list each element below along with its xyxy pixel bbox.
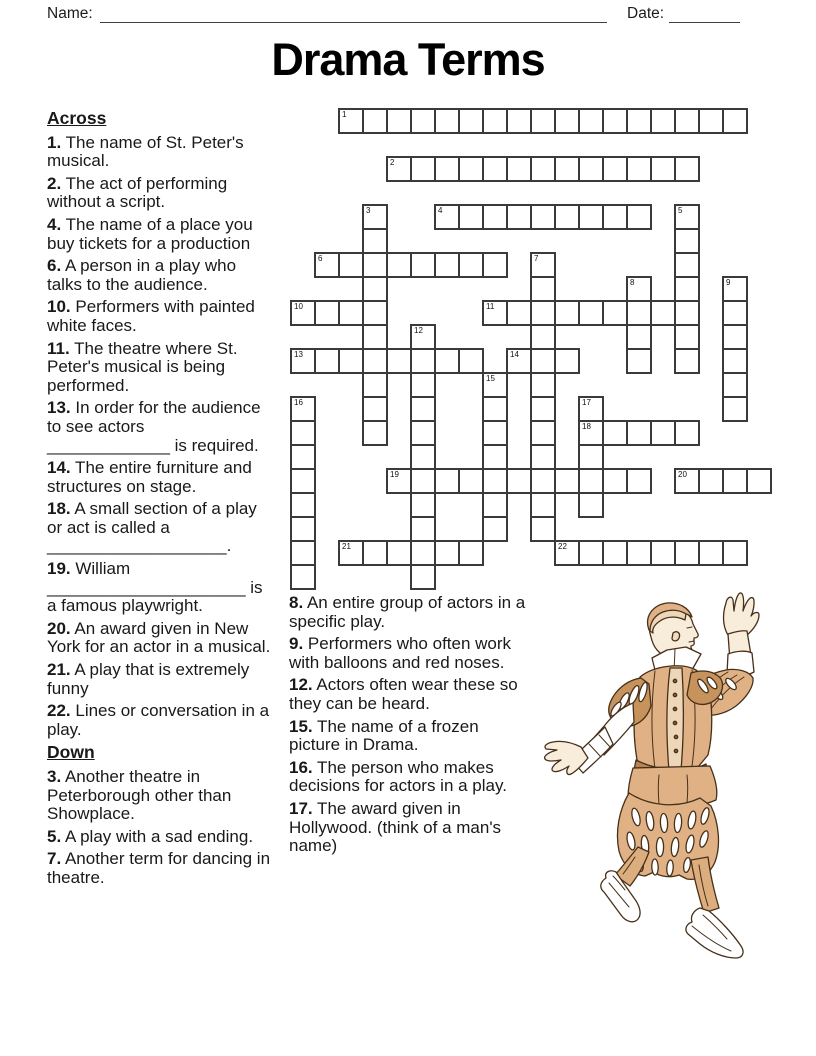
grid-cell-18-13[interactable] bbox=[602, 540, 628, 566]
clue-item-10 bbox=[47, 298, 271, 335]
grid-cell-10-18[interactable] bbox=[722, 348, 748, 374]
grid-cell-18-3[interactable] bbox=[362, 540, 388, 566]
grid-cell-9-3[interactable] bbox=[362, 324, 388, 350]
grid-cell-2-13[interactable] bbox=[602, 156, 628, 182]
clue-text: An entire group of actors in a specific play. bbox=[289, 593, 526, 631]
grid-cell-2-16[interactable] bbox=[674, 156, 700, 182]
grid-cell-13-14[interactable] bbox=[626, 420, 652, 446]
clue-item-11 bbox=[47, 340, 271, 396]
clue-text: William _____________________ is a famous playwright. bbox=[47, 559, 263, 616]
grid-cell-4-8[interactable] bbox=[482, 204, 508, 230]
clue-number: 1. bbox=[47, 132, 62, 152]
grid-cell-number: 11 bbox=[486, 302, 495, 311]
clue-item-18 bbox=[47, 500, 271, 556]
grid-cell-number: 7 bbox=[534, 254, 539, 263]
grid-cell-number: 20 bbox=[678, 470, 687, 479]
grid-cell-number: 18 bbox=[582, 422, 591, 431]
clue-item-8 bbox=[289, 594, 529, 631]
grid-cell-number: 22 bbox=[558, 542, 567, 551]
clue-text: The name of a frozen picture in Drama. bbox=[289, 716, 479, 755]
grid-cell-19-0[interactable] bbox=[290, 564, 316, 590]
clue-text: Performers with painted white faces. bbox=[47, 297, 255, 335]
clue-number: 14. bbox=[47, 458, 71, 478]
grid-cell-5-16[interactable] bbox=[674, 228, 700, 254]
clue-text: The name of St. Peter's musical. bbox=[47, 132, 244, 171]
clue-number: 6. bbox=[47, 256, 62, 276]
grid-cell-15-0[interactable] bbox=[290, 468, 316, 494]
grid-cell-5-3[interactable] bbox=[362, 228, 388, 254]
clue-number: 20. bbox=[47, 618, 71, 638]
clue-text: The award given in Hollywood. (think of a man's name) bbox=[289, 798, 502, 856]
down-heading: Down bbox=[47, 742, 95, 763]
grid-cell-17-5[interactable] bbox=[410, 516, 436, 542]
grid-cell-2-6[interactable] bbox=[434, 156, 460, 182]
clue-item-9 bbox=[289, 635, 529, 672]
grid-cell-number: 13 bbox=[294, 350, 303, 359]
grid-cell-number: 17 bbox=[582, 398, 591, 407]
grid-cell-12-12[interactable] bbox=[578, 396, 604, 422]
grid-cell-16-0[interactable] bbox=[290, 492, 316, 518]
grid-cell-10-10[interactable] bbox=[530, 348, 556, 374]
grid-cell-10-11[interactable] bbox=[554, 348, 580, 374]
clue-number: 13. bbox=[47, 398, 71, 418]
grid-cell-0-6[interactable] bbox=[434, 108, 460, 134]
grid-cell-15-7[interactable] bbox=[458, 468, 484, 494]
grid-cell-number: 8 bbox=[630, 278, 635, 287]
grid-cell-16-5[interactable] bbox=[410, 492, 436, 518]
grid-cell-0-18[interactable] bbox=[722, 108, 748, 134]
grid-cell-11-10[interactable] bbox=[530, 372, 556, 398]
down-clue-list-right bbox=[289, 594, 529, 856]
clue-item-17 bbox=[289, 800, 529, 856]
grid-cell-13-3[interactable] bbox=[362, 420, 388, 446]
clue-number: 17. bbox=[289, 798, 313, 818]
grid-cell-18-4[interactable] bbox=[386, 540, 412, 566]
grid-cell-4-10[interactable] bbox=[530, 204, 556, 230]
grid-cell-13-12[interactable] bbox=[578, 420, 604, 446]
clue-text: A small section of a play or act is called a ___________________. bbox=[47, 499, 257, 556]
grid-cell-15-14[interactable] bbox=[626, 468, 652, 494]
grid-cell-19-5[interactable] bbox=[410, 564, 436, 590]
grid-cell-10-0[interactable] bbox=[290, 348, 316, 374]
grid-cell-2-8[interactable] bbox=[482, 156, 508, 182]
grid-cell-11-3[interactable] bbox=[362, 372, 388, 398]
grid-cell-12-18[interactable] bbox=[722, 396, 748, 422]
grid-cell-15-9[interactable] bbox=[506, 468, 532, 494]
grid-cell-13-5[interactable] bbox=[410, 420, 436, 446]
grid-cell-number: 5 bbox=[678, 206, 683, 215]
clue-number: 7. bbox=[47, 849, 62, 869]
grid-cell-6-5[interactable] bbox=[410, 252, 436, 278]
grid-cell-18-14[interactable] bbox=[626, 540, 652, 566]
grid-cell-6-6[interactable] bbox=[434, 252, 460, 278]
clue-text: In order for the audience to see actors _____________ is required. bbox=[47, 398, 261, 455]
grid-cell-15-8[interactable] bbox=[482, 468, 508, 494]
grid-cell-6-8[interactable] bbox=[482, 252, 508, 278]
grid-cell-0-16[interactable] bbox=[674, 108, 700, 134]
grid-cell-8-9[interactable] bbox=[506, 300, 532, 326]
grid-cell-number: 16 bbox=[294, 398, 303, 407]
grid-cell-17-10[interactable] bbox=[530, 516, 556, 542]
grid-cell-12-3[interactable] bbox=[362, 396, 388, 422]
grid-cell-16-10[interactable] bbox=[530, 492, 556, 518]
grid-cell-8-0[interactable] bbox=[290, 300, 316, 326]
grid-cell-6-10[interactable] bbox=[530, 252, 556, 278]
grid-cell-10-2[interactable] bbox=[338, 348, 364, 374]
clue-number: 19. bbox=[47, 559, 71, 579]
grid-cell-13-8[interactable] bbox=[482, 420, 508, 446]
grid-cell-11-8[interactable] bbox=[482, 372, 508, 398]
clue-item-4 bbox=[47, 216, 271, 253]
grid-cell-11-5[interactable] bbox=[410, 372, 436, 398]
grid-cell-2-4[interactable] bbox=[386, 156, 412, 182]
clue-number: 12. bbox=[289, 675, 313, 695]
grid-cell-9-14[interactable] bbox=[626, 324, 652, 350]
grid-cell-8-2[interactable] bbox=[338, 300, 364, 326]
grid-cell-15-5[interactable] bbox=[410, 468, 436, 494]
grid-cell-15-19[interactable] bbox=[746, 468, 772, 494]
name-input-line[interactable] bbox=[100, 4, 607, 23]
grid-cell-0-10[interactable] bbox=[530, 108, 556, 134]
grid-cell-10-3[interactable] bbox=[362, 348, 388, 374]
clue-text: The person who makes decisions for actors in a play. bbox=[289, 757, 507, 796]
grid-cell-2-5[interactable] bbox=[410, 156, 436, 182]
grid-cell-18-15[interactable] bbox=[650, 540, 676, 566]
grid-cell-8-15[interactable] bbox=[650, 300, 676, 326]
clue-number: 15. bbox=[289, 716, 313, 736]
clue-number: 8. bbox=[289, 593, 304, 612]
grid-cell-18-6[interactable] bbox=[434, 540, 460, 566]
grid-cell-7-16[interactable] bbox=[674, 276, 700, 302]
grid-cell-0-13[interactable] bbox=[602, 108, 628, 134]
clue-text: An award given in New York for an actor in a musical. bbox=[47, 618, 271, 657]
clue-text: A person in a play who talks to the audience. bbox=[47, 256, 237, 294]
grid-cell-8-13[interactable] bbox=[602, 300, 628, 326]
clue-text: A play with a sad ending. bbox=[61, 826, 254, 846]
grid-cell-2-7[interactable] bbox=[458, 156, 484, 182]
grid-cell-15-4[interactable] bbox=[386, 468, 412, 494]
grid-cell-0-14[interactable] bbox=[626, 108, 652, 134]
grid-cell-2-10[interactable] bbox=[530, 156, 556, 182]
grid-cell-4-7[interactable] bbox=[458, 204, 484, 230]
grid-cell-0-2[interactable] bbox=[338, 108, 364, 134]
clue-item-16 bbox=[289, 759, 529, 796]
grid-cell-10-9[interactable] bbox=[506, 348, 532, 374]
grid-cell-2-12[interactable] bbox=[578, 156, 604, 182]
clue-text: Another theatre in Peterborough other than Showplace. bbox=[47, 767, 232, 824]
grid-cell-7-18[interactable] bbox=[722, 276, 748, 302]
date-label: Date: bbox=[627, 5, 665, 22]
grid-cell-0-8[interactable] bbox=[482, 108, 508, 134]
grid-cell-10-1[interactable] bbox=[314, 348, 340, 374]
grid-cell-0-3[interactable] bbox=[362, 108, 388, 134]
clue-number: 21. bbox=[47, 660, 71, 680]
clue-item-19 bbox=[47, 560, 271, 616]
clue-number: 5. bbox=[47, 826, 62, 846]
grid-cell-0-5[interactable] bbox=[410, 108, 436, 134]
grid-cell-number: 10 bbox=[294, 302, 303, 311]
clue-number: 4. bbox=[47, 214, 62, 234]
clue-text: Actors often wear these so they can be heard. bbox=[289, 675, 518, 713]
grid-cell-14-8[interactable] bbox=[482, 444, 508, 470]
grid-cell-18-18[interactable] bbox=[722, 540, 748, 566]
down-clue-list-left bbox=[47, 768, 271, 888]
grid-cell-13-15[interactable] bbox=[650, 420, 676, 446]
grid-cell-17-0[interactable] bbox=[290, 516, 316, 542]
grid-cell-16-8[interactable] bbox=[482, 492, 508, 518]
grid-cell-6-4[interactable] bbox=[386, 252, 412, 278]
grid-cell-11-18[interactable] bbox=[722, 372, 748, 398]
clues-middle-column bbox=[289, 594, 529, 860]
grid-cell-4-6[interactable] bbox=[434, 204, 460, 230]
grid-cell-10-7[interactable] bbox=[458, 348, 484, 374]
grid-cell-0-7[interactable] bbox=[458, 108, 484, 134]
grid-cell-number: 9 bbox=[726, 278, 731, 287]
page-title: Drama Terms bbox=[271, 34, 545, 85]
grid-cell-7-3[interactable] bbox=[362, 276, 388, 302]
grid-cell-7-10[interactable] bbox=[530, 276, 556, 302]
grid-cell-15-18[interactable] bbox=[722, 468, 748, 494]
clue-item-20 bbox=[47, 620, 271, 657]
grid-cell-8-12[interactable] bbox=[578, 300, 604, 326]
grid-cell-4-9[interactable] bbox=[506, 204, 532, 230]
grid-cell-10-16[interactable] bbox=[674, 348, 700, 374]
grid-cell-14-10[interactable] bbox=[530, 444, 556, 470]
clue-item-12 bbox=[289, 676, 529, 713]
grid-cell-6-1[interactable] bbox=[314, 252, 340, 278]
name-label: Name: bbox=[47, 5, 93, 22]
clue-item-15 bbox=[289, 718, 529, 755]
clue-item-1 bbox=[47, 134, 271, 171]
grid-cell-10-6[interactable] bbox=[434, 348, 460, 374]
grid-cell-7-14[interactable] bbox=[626, 276, 652, 302]
grid-cell-8-11[interactable] bbox=[554, 300, 580, 326]
grid-cell-number: 14 bbox=[510, 350, 519, 359]
clue-text: A play that is extremely funny bbox=[47, 660, 250, 698]
clue-number: 11. bbox=[47, 338, 70, 358]
clue-number: 3. bbox=[47, 767, 62, 786]
grid-cell-10-4[interactable] bbox=[386, 348, 412, 374]
grid-cell-15-16[interactable] bbox=[674, 468, 700, 494]
clue-text: Another term for dancing in theatre. bbox=[47, 849, 271, 887]
grid-cell-18-7[interactable] bbox=[458, 540, 484, 566]
grid-cell-9-18[interactable] bbox=[722, 324, 748, 350]
grid-cell-0-15[interactable] bbox=[650, 108, 676, 134]
grid-cell-8-1[interactable] bbox=[314, 300, 340, 326]
grid-cell-18-2[interactable] bbox=[338, 540, 364, 566]
grid-cell-18-5[interactable] bbox=[410, 540, 436, 566]
grid-cell-16-12[interactable] bbox=[578, 492, 604, 518]
clue-item-13 bbox=[47, 399, 271, 455]
clue-text: The entire furniture and structures on stage. bbox=[47, 458, 252, 496]
grid-cell-2-9[interactable] bbox=[506, 156, 532, 182]
grid-cell-number: 3 bbox=[366, 206, 371, 215]
grid-cell-4-14[interactable] bbox=[626, 204, 652, 230]
grid-cell-number: 4 bbox=[438, 206, 443, 215]
clue-item-22 bbox=[47, 702, 271, 739]
clue-item-2 bbox=[47, 175, 271, 212]
grid-cell-12-8[interactable] bbox=[482, 396, 508, 422]
grid-cell-18-16[interactable] bbox=[674, 540, 700, 566]
grid-cell-4-12[interactable] bbox=[578, 204, 604, 230]
clue-text: Performers who often work with balloons and red noses. bbox=[289, 634, 512, 672]
grid-cell-4-3[interactable] bbox=[362, 204, 388, 230]
grid-cell-8-10[interactable] bbox=[530, 300, 556, 326]
clue-item-21 bbox=[47, 661, 271, 698]
grid-cell-9-5[interactable] bbox=[410, 324, 436, 350]
clue-number: 18. bbox=[47, 499, 71, 519]
grid-cell-14-12[interactable] bbox=[578, 444, 604, 470]
grid-cell-8-18[interactable] bbox=[722, 300, 748, 326]
clues-left-column bbox=[47, 109, 271, 892]
grid-cell-15-10[interactable] bbox=[530, 468, 556, 494]
clue-number: 16. bbox=[289, 757, 313, 777]
clue-item-6 bbox=[47, 257, 271, 294]
grid-cell-18-11[interactable] bbox=[554, 540, 580, 566]
grid-cell-12-5[interactable] bbox=[410, 396, 436, 422]
grid-cell-2-11[interactable] bbox=[554, 156, 580, 182]
grid-cell-0-9[interactable] bbox=[506, 108, 532, 134]
clue-number: 22. bbox=[47, 701, 71, 721]
date-input-line[interactable] bbox=[669, 4, 740, 23]
grid-cell-4-11[interactable] bbox=[554, 204, 580, 230]
grid-cell-number: 2 bbox=[390, 158, 395, 167]
actor-illustration bbox=[541, 585, 775, 963]
clue-number: 2. bbox=[47, 173, 62, 193]
clue-text: The act of performing without a script. bbox=[47, 173, 228, 212]
grid-cell-12-0[interactable] bbox=[290, 396, 316, 422]
grid-cell-0-4[interactable] bbox=[386, 108, 412, 134]
grid-cell-13-0[interactable] bbox=[290, 420, 316, 446]
grid-cell-15-11[interactable] bbox=[554, 468, 580, 494]
grid-cell-14-0[interactable] bbox=[290, 444, 316, 470]
clue-number: 10. bbox=[47, 297, 71, 317]
grid-cell-18-12[interactable] bbox=[578, 540, 604, 566]
clue-item-3 bbox=[47, 768, 271, 824]
grid-cell-number: 12 bbox=[414, 326, 423, 335]
grid-cell-6-16[interactable] bbox=[674, 252, 700, 278]
grid-cell-number: 21 bbox=[342, 542, 351, 551]
grid-cell-2-14[interactable] bbox=[626, 156, 652, 182]
clue-text: Lines or conversation in a play. bbox=[47, 701, 270, 739]
across-clue-list bbox=[47, 134, 271, 740]
across-heading: Across bbox=[47, 108, 107, 128]
grid-cell-9-16[interactable] bbox=[674, 324, 700, 350]
grid-cell-13-16[interactable] bbox=[674, 420, 700, 446]
grid-cell-4-13[interactable] bbox=[602, 204, 628, 230]
grid-cell-4-16[interactable] bbox=[674, 204, 700, 230]
clue-item-14 bbox=[47, 459, 271, 496]
grid-cell-8-3[interactable] bbox=[362, 300, 388, 326]
grid-cell-6-7[interactable] bbox=[458, 252, 484, 278]
grid-cell-6-2[interactable] bbox=[338, 252, 364, 278]
grid-cell-9-10[interactable] bbox=[530, 324, 556, 350]
grid-cell-8-16[interactable] bbox=[674, 300, 700, 326]
grid-cell-17-8[interactable] bbox=[482, 516, 508, 542]
grid-cell-15-12[interactable] bbox=[578, 468, 604, 494]
clue-text: The name of a place you buy tickets for a production bbox=[47, 214, 253, 253]
grid-cell-8-8[interactable] bbox=[482, 300, 508, 326]
clue-item-7 bbox=[47, 850, 271, 887]
grid-cell-18-0[interactable] bbox=[290, 540, 316, 566]
grid-cell-number: 6 bbox=[318, 254, 323, 263]
grid-cell-12-10[interactable] bbox=[530, 396, 556, 422]
grid-cell-number: 15 bbox=[486, 374, 495, 383]
grid-cell-15-6[interactable] bbox=[434, 468, 460, 494]
clue-number: 9. bbox=[289, 634, 304, 654]
clue-text: The theatre where St. Peter's musical is being performed. bbox=[47, 338, 238, 395]
grid-cell-10-14[interactable] bbox=[626, 348, 652, 374]
clue-item-5 bbox=[47, 828, 271, 847]
grid-cell-0-11[interactable] bbox=[554, 108, 580, 134]
crossword-grid bbox=[290, 108, 774, 592]
grid-cell-0-17[interactable] bbox=[698, 108, 724, 134]
grid-cell-15-13[interactable] bbox=[602, 468, 628, 494]
grid-cell-number: 19 bbox=[390, 470, 399, 479]
grid-cell-0-12[interactable] bbox=[578, 108, 604, 134]
grid-cell-15-17[interactable] bbox=[698, 468, 724, 494]
grid-cell-6-3[interactable] bbox=[362, 252, 388, 278]
grid-cell-14-5[interactable] bbox=[410, 444, 436, 470]
grid-cell-2-15[interactable] bbox=[650, 156, 676, 182]
grid-cell-13-10[interactable] bbox=[530, 420, 556, 446]
grid-cell-13-13[interactable] bbox=[602, 420, 628, 446]
grid-cell-8-14[interactable] bbox=[626, 300, 652, 326]
grid-cell-10-5[interactable] bbox=[410, 348, 436, 374]
grid-cell-18-17[interactable] bbox=[698, 540, 724, 566]
grid-cell-number: 1 bbox=[342, 110, 347, 119]
